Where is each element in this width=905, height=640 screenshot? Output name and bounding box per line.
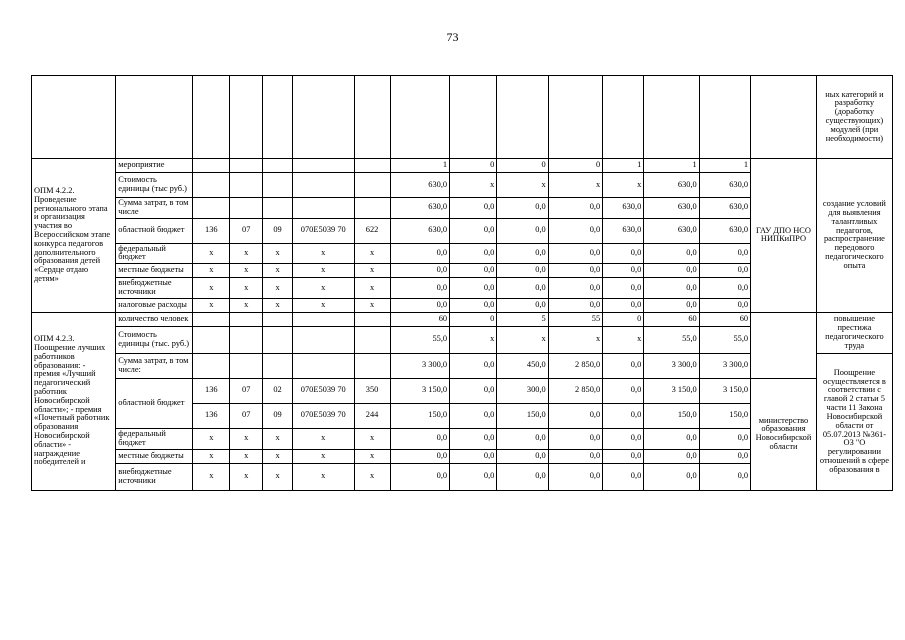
funding-source-label: областной бюджет bbox=[116, 218, 193, 243]
funding-source-label: федеральный бюджет bbox=[116, 243, 193, 264]
value-cell: 0,0 bbox=[450, 264, 497, 278]
rz-code: 07 bbox=[230, 378, 263, 403]
value-cell: 0,0 bbox=[497, 218, 548, 243]
value-cell: 1 bbox=[699, 159, 750, 173]
rz-code: 07 bbox=[230, 218, 263, 243]
value-cell: 0,0 bbox=[390, 278, 450, 299]
value-cell: 0,0 bbox=[699, 298, 750, 312]
value-cell: 0,0 bbox=[603, 264, 644, 278]
funding-source-label: Сумма затрат, в том числе: bbox=[116, 353, 193, 378]
table-row bbox=[32, 159, 893, 173]
rz-code: х bbox=[230, 449, 263, 463]
value-cell: 0,0 bbox=[603, 353, 644, 378]
grbs-code bbox=[193, 326, 230, 353]
rz-code: 07 bbox=[230, 403, 263, 428]
csr-code: 070E5039 70 bbox=[292, 218, 354, 243]
value-cell: 0,0 bbox=[497, 463, 548, 490]
csr-code bbox=[292, 198, 354, 219]
measure-name: ОПМ 4.2.2. Проведение регионального этапа и организация участия во Всероссийском этапе конкурса педагогов дополнительного образования детей «Сердце отдаю детям» bbox=[32, 159, 116, 313]
vr-code: 350 bbox=[354, 378, 390, 403]
value-cell: 0,0 bbox=[497, 198, 548, 219]
value-cell: 0,0 bbox=[644, 243, 699, 264]
value-cell: 630,0 bbox=[644, 218, 699, 243]
value-cell: 0,0 bbox=[548, 278, 602, 299]
vr-code bbox=[354, 198, 390, 219]
vr-code: х bbox=[354, 428, 390, 449]
grbs-code: х bbox=[193, 463, 230, 490]
value-cell: 0,0 bbox=[644, 449, 699, 463]
funding-source-label: внебюджетные источники bbox=[116, 278, 193, 299]
value-cell: 0,0 bbox=[450, 463, 497, 490]
vr-code: х bbox=[354, 298, 390, 312]
funding-source-label: мероприятие bbox=[116, 159, 193, 173]
value-cell: 150,0 bbox=[644, 403, 699, 428]
funding-source-label: внебюджетные источники bbox=[116, 463, 193, 490]
funding-source-label: Стоимость единицы (тыс руб.) bbox=[116, 173, 193, 198]
value-cell: 630,0 bbox=[390, 218, 450, 243]
expected-result-bottom: Поощрение осуществляется в соответствии с главой 2 статьи 5 части 11 Закона Новосибирской области от 05.07.2013 №361-ОЗ "О регулировании отношений в сфере образования в bbox=[816, 353, 892, 490]
expected-result: создание условий для выявления талантливых педагогов, распространение передового педагогического опыта bbox=[816, 159, 892, 313]
pr-code bbox=[263, 353, 293, 378]
rz-code bbox=[230, 326, 263, 353]
value-cell: 60 bbox=[699, 312, 750, 326]
rz-code: х bbox=[230, 463, 263, 490]
funding-source-label: областной бюджет bbox=[116, 378, 193, 428]
value-cell: 0,0 bbox=[548, 449, 602, 463]
rz-code bbox=[230, 159, 263, 173]
value-cell: 55,0 bbox=[390, 326, 450, 353]
grbs-code: х bbox=[193, 243, 230, 264]
vr-code: х bbox=[354, 449, 390, 463]
value-cell: 630,0 bbox=[699, 218, 750, 243]
value-cell: 2 850,0 bbox=[548, 378, 602, 403]
value-cell: 630,0 bbox=[644, 198, 699, 219]
csr-code: х bbox=[292, 428, 354, 449]
csr-code bbox=[292, 312, 354, 326]
value-cell: 2 850,0 bbox=[548, 353, 602, 378]
csr-code bbox=[292, 353, 354, 378]
rz-code: х bbox=[230, 278, 263, 299]
result-continuation: ных категорий и разработку (доработку существующих) модулей (при необходимости) bbox=[816, 76, 892, 159]
value-cell: 0,0 bbox=[699, 243, 750, 264]
value-cell: 0 bbox=[450, 312, 497, 326]
vr-code: х bbox=[354, 463, 390, 490]
program-table bbox=[31, 75, 893, 491]
value-cell: х bbox=[450, 173, 497, 198]
value-cell: 60 bbox=[390, 312, 450, 326]
funding-source-label: местные бюджеты bbox=[116, 264, 193, 278]
value-cell: 0,0 bbox=[644, 298, 699, 312]
funding-source-label: количество человек bbox=[116, 312, 193, 326]
csr-code: х bbox=[292, 449, 354, 463]
value-cell: 60 bbox=[644, 312, 699, 326]
value-cell: 0,0 bbox=[450, 353, 497, 378]
value-cell: 0,0 bbox=[450, 403, 497, 428]
grbs-code: х bbox=[193, 428, 230, 449]
pr-code: 09 bbox=[263, 403, 293, 428]
csr-code bbox=[292, 326, 354, 353]
value-cell: 0,0 bbox=[699, 463, 750, 490]
rz-code bbox=[230, 173, 263, 198]
value-cell: 0,0 bbox=[603, 449, 644, 463]
vr-code bbox=[354, 173, 390, 198]
grbs-code bbox=[193, 353, 230, 378]
grbs-code: 136 bbox=[193, 403, 230, 428]
value-cell: 150,0 bbox=[497, 403, 548, 428]
executor-empty bbox=[751, 312, 817, 378]
value-cell: 0,0 bbox=[644, 428, 699, 449]
measure-name: ОПМ 4.2.3. Поощрение лучших работников образования: - премия «Лучший педагогический работник Новосибирской области»; - премия «Почетный работник образования Новосибирской области» - награждение победителей и bbox=[32, 312, 116, 490]
vr-code bbox=[354, 326, 390, 353]
csr-code: х bbox=[292, 243, 354, 264]
value-cell: 55,0 bbox=[699, 326, 750, 353]
pr-code: х bbox=[263, 278, 293, 299]
value-cell: 630,0 bbox=[699, 198, 750, 219]
pr-code: х bbox=[263, 463, 293, 490]
grbs-code bbox=[193, 198, 230, 219]
grbs-code: х bbox=[193, 449, 230, 463]
value-cell: 0,0 bbox=[603, 278, 644, 299]
funding-source-label: налоговые расходы bbox=[116, 298, 193, 312]
vr-code bbox=[354, 353, 390, 378]
pr-code: х bbox=[263, 449, 293, 463]
grbs-code bbox=[193, 312, 230, 326]
value-cell: 0,0 bbox=[699, 449, 750, 463]
value-cell: 0,0 bbox=[603, 463, 644, 490]
csr-code: х bbox=[292, 264, 354, 278]
value-cell: 0,0 bbox=[548, 463, 602, 490]
vr-code: х bbox=[354, 278, 390, 299]
rz-code: х bbox=[230, 243, 263, 264]
csr-code: х bbox=[292, 463, 354, 490]
value-cell: х bbox=[603, 173, 644, 198]
csr-code: 070E5039 70 bbox=[292, 403, 354, 428]
value-cell: 0 bbox=[548, 159, 602, 173]
grbs-code: 136 bbox=[193, 378, 230, 403]
pr-code: х bbox=[263, 428, 293, 449]
value-cell: 0,0 bbox=[497, 428, 548, 449]
value-cell: 0,0 bbox=[548, 218, 602, 243]
value-cell: 3 300,0 bbox=[390, 353, 450, 378]
value-cell: 0 bbox=[603, 312, 644, 326]
value-cell: 0,0 bbox=[603, 428, 644, 449]
value-cell: 150,0 bbox=[390, 403, 450, 428]
value-cell: 0,0 bbox=[450, 378, 497, 403]
rz-code: х bbox=[230, 264, 263, 278]
value-cell: 5 bbox=[497, 312, 548, 326]
pr-code: 09 bbox=[263, 218, 293, 243]
value-cell: 0,0 bbox=[497, 278, 548, 299]
value-cell: 300,0 bbox=[497, 378, 548, 403]
value-cell: 630,0 bbox=[603, 198, 644, 219]
rz-code bbox=[230, 353, 263, 378]
executor: ГАУ ДПО НСО НИПКиПРО bbox=[751, 159, 817, 313]
pr-code: х bbox=[263, 298, 293, 312]
value-cell: 0,0 bbox=[548, 403, 602, 428]
pr-code bbox=[263, 173, 293, 198]
rz-code bbox=[230, 312, 263, 326]
value-cell: 0,0 bbox=[603, 243, 644, 264]
value-cell: 55,0 bbox=[644, 326, 699, 353]
table-row bbox=[32, 378, 893, 403]
pr-code bbox=[263, 312, 293, 326]
value-cell: 0,0 bbox=[497, 243, 548, 264]
value-cell: 0,0 bbox=[390, 428, 450, 449]
value-cell: 0,0 bbox=[450, 298, 497, 312]
grbs-code bbox=[193, 159, 230, 173]
grbs-code: х bbox=[193, 278, 230, 299]
csr-code bbox=[292, 159, 354, 173]
value-cell: 0 bbox=[450, 159, 497, 173]
table-row bbox=[32, 312, 893, 326]
value-cell: 55 bbox=[548, 312, 602, 326]
executor: министерство образования Новосибирской области bbox=[751, 378, 817, 490]
value-cell: 0,0 bbox=[390, 298, 450, 312]
value-cell: 0,0 bbox=[548, 243, 602, 264]
value-cell: 0,0 bbox=[450, 218, 497, 243]
pr-code bbox=[263, 326, 293, 353]
funding-source-label: Сумма затрат, в том числе bbox=[116, 198, 193, 219]
value-cell: 0,0 bbox=[390, 264, 450, 278]
value-cell: 0,0 bbox=[390, 243, 450, 264]
value-cell: 3 150,0 bbox=[644, 378, 699, 403]
value-cell: 0,0 bbox=[450, 198, 497, 219]
value-cell: 1 bbox=[603, 159, 644, 173]
value-cell: 0,0 bbox=[603, 298, 644, 312]
csr-code bbox=[292, 173, 354, 198]
value-cell: 630,0 bbox=[603, 218, 644, 243]
value-cell: 0,0 bbox=[699, 428, 750, 449]
value-cell: х bbox=[548, 326, 602, 353]
value-cell: 0,0 bbox=[699, 264, 750, 278]
value-cell: 1 bbox=[644, 159, 699, 173]
value-cell: 0,0 bbox=[450, 449, 497, 463]
value-cell: 0,0 bbox=[450, 428, 497, 449]
pr-code bbox=[263, 159, 293, 173]
pr-code: х bbox=[263, 243, 293, 264]
value-cell: 3 300,0 bbox=[699, 353, 750, 378]
vr-code: х bbox=[354, 243, 390, 264]
value-cell: 0,0 bbox=[497, 298, 548, 312]
pr-code bbox=[263, 198, 293, 219]
pr-code: х bbox=[263, 264, 293, 278]
vr-code bbox=[354, 159, 390, 173]
csr-code: 070E5039 70 bbox=[292, 378, 354, 403]
value-cell: 630,0 bbox=[390, 198, 450, 219]
value-cell: 630,0 bbox=[644, 173, 699, 198]
value-cell: 0,0 bbox=[603, 378, 644, 403]
value-cell: х bbox=[497, 326, 548, 353]
value-cell: 0,0 bbox=[450, 278, 497, 299]
value-cell: х bbox=[497, 173, 548, 198]
value-cell: 0,0 bbox=[548, 298, 602, 312]
value-cell: 0 bbox=[497, 159, 548, 173]
page-number: 73 bbox=[446, 30, 459, 44]
funding-source-label: местные бюджеты bbox=[116, 449, 193, 463]
value-cell: х bbox=[450, 326, 497, 353]
grbs-code: х bbox=[193, 264, 230, 278]
table-row bbox=[32, 76, 893, 159]
value-cell: 0,0 bbox=[644, 463, 699, 490]
rz-code bbox=[230, 198, 263, 219]
vr-code: х bbox=[354, 264, 390, 278]
value-cell: 3 300,0 bbox=[644, 353, 699, 378]
value-cell: 3 150,0 bbox=[390, 378, 450, 403]
value-cell: 0,0 bbox=[603, 403, 644, 428]
value-cell: 450,0 bbox=[497, 353, 548, 378]
value-cell: 0,0 bbox=[548, 264, 602, 278]
value-cell: 0,0 bbox=[699, 278, 750, 299]
value-cell: 0,0 bbox=[548, 428, 602, 449]
value-cell: х bbox=[548, 173, 602, 198]
value-cell: 0,0 bbox=[644, 264, 699, 278]
vr-code: 244 bbox=[354, 403, 390, 428]
funding-source-label: Стоимость единицы (тыс. руб.) bbox=[116, 326, 193, 353]
value-cell: 0,0 bbox=[390, 463, 450, 490]
value-cell: 0,0 bbox=[497, 264, 548, 278]
vr-code: 622 bbox=[354, 218, 390, 243]
vr-code bbox=[354, 312, 390, 326]
value-cell: 0,0 bbox=[497, 449, 548, 463]
value-cell: 150,0 bbox=[699, 403, 750, 428]
rz-code: х bbox=[230, 298, 263, 312]
value-cell: х bbox=[603, 326, 644, 353]
value-cell: 1 bbox=[390, 159, 450, 173]
value-cell: 0,0 bbox=[450, 243, 497, 264]
value-cell: 3 150,0 bbox=[699, 378, 750, 403]
csr-code: х bbox=[292, 298, 354, 312]
pr-code: 02 bbox=[263, 378, 293, 403]
value-cell: 0,0 bbox=[390, 449, 450, 463]
funding-source-label: федеральный бюджет bbox=[116, 428, 193, 449]
rz-code: х bbox=[230, 428, 263, 449]
grbs-code: х bbox=[193, 298, 230, 312]
grbs-code: 136 bbox=[193, 218, 230, 243]
value-cell: 630,0 bbox=[699, 173, 750, 198]
value-cell: 0,0 bbox=[548, 198, 602, 219]
csr-code: х bbox=[292, 278, 354, 299]
value-cell: 0,0 bbox=[644, 278, 699, 299]
value-cell: 630,0 bbox=[390, 173, 450, 198]
expected-result-top: повышение престижа педагогического труда bbox=[816, 312, 892, 353]
grbs-code bbox=[193, 173, 230, 198]
